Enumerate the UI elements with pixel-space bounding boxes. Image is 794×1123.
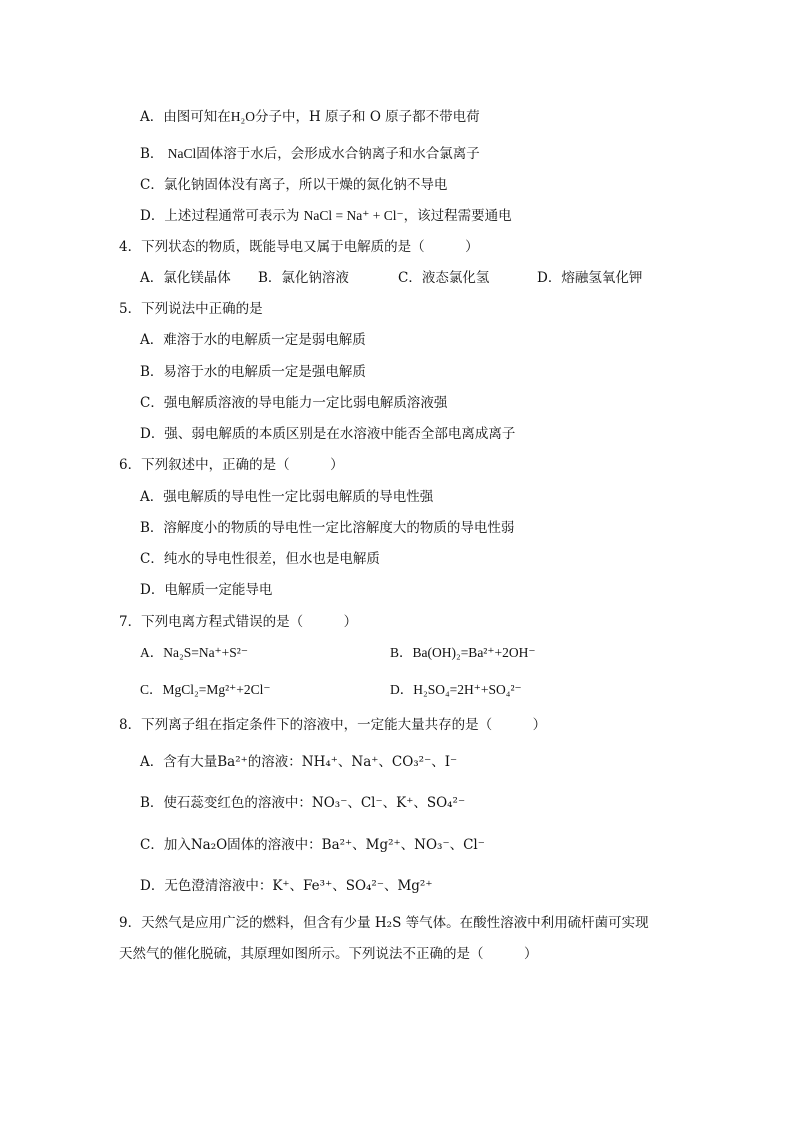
q3-option-d-post: ，该过程需要通电 xyxy=(403,208,512,224)
q5-option-d: D．强、弱电解质的本质区别是在水溶液中能否全部电离成离子 xyxy=(140,426,516,442)
q5-option-a: A．难溶于水的电解质一定是弱电解质 xyxy=(140,332,366,348)
q3-option-b xyxy=(140,144,480,164)
q9-stem-line1: 9．天然气是应用广泛的燃料，但含有少量 H₂S 等气体。在酸性溶液中利用硫杆菌可实现 xyxy=(119,915,649,931)
q6-option-c: C．纯水的导电性很差，但水也是电解质 xyxy=(140,551,380,567)
q8-option-a: A．含有大量Ba²⁺的溶液：NH₄⁺、Na⁺、CO₃²⁻、I⁻ xyxy=(140,754,458,770)
q3-option-a xyxy=(140,107,480,127)
q8-option-c: C．加入Na₂O固体的溶液中：Ba²⁺、Mg²⁺、NO₃⁻、Cl⁻ xyxy=(140,837,485,853)
q6-stem: 6．下列叙述中，正确的是（ ） xyxy=(119,457,344,473)
q7-option-a: A．Na₂S=Na⁺+S²⁻ xyxy=(140,645,248,660)
q4-stem: 4．下列状态的物质，既能导电又属于电解质的是（ ） xyxy=(119,239,479,255)
q3-option-a-formula: H₂O xyxy=(230,109,255,124)
q8-option-b: B．使石蕊变红色的溶液中：NO₃⁻、Cl⁻、K⁺、SO₄²⁻ xyxy=(140,795,466,811)
q5-option-c: C．强电解质溶液的导电能力一定比弱电解质溶液强 xyxy=(140,395,448,411)
q4-option-a: A．氯化镁晶体 xyxy=(140,270,231,286)
q6-option-d: D．电解质一定能导电 xyxy=(140,582,273,598)
q9-stem-line2: 天然气的催化脱硫，其原理如图所示。下列说法不正确的是（ ） xyxy=(119,946,538,962)
q3-option-b-post: 固体溶于水后，会形成水合钠离子和水合氯离子 xyxy=(196,146,480,162)
q7-stem: 7．下列电离方程式错误的是（ ） xyxy=(119,614,358,630)
q4-option-d: D．熔融氢氧化钾 xyxy=(537,270,643,286)
q8-stem: 8．下列离子组在指定条件下的溶液中，一定能大量共存的是（ ） xyxy=(119,717,547,733)
q5-stem: 5．下列说法中正确的是 xyxy=(119,301,263,317)
q3-option-d xyxy=(140,206,512,226)
q7-option-b: B．Ba(OH)₂=Ba²⁺+2OH⁻ xyxy=(390,645,536,660)
q7-option-d: D．H₂SO₄=2H⁺+SO₄²⁻ xyxy=(390,682,522,697)
q4-option-b: B．氯化钠溶液 xyxy=(258,270,349,286)
q4-option-c: C．液态氯化氢 xyxy=(398,270,490,286)
q8-option-d: D．无色澄清溶液中：K⁺、Fe³⁺、SO₄²⁻、Mg²⁺ xyxy=(140,878,433,894)
q3-option-d-formula: NaCl = Na⁺ + Cl⁻ xyxy=(303,208,404,223)
q3-option-b-pre: B． xyxy=(140,146,168,162)
q7-option-c: C．MgCl₂=Mg²⁺+2Cl⁻ xyxy=(140,682,271,697)
q3-option-d-pre: D．上述过程通常可表示为 xyxy=(140,208,304,224)
q6-option-a: A．强电解质的导电性一定比弱电解质的导电性强 xyxy=(140,489,434,505)
q5-option-b: B．易溶于水的电解质一定是强电解质 xyxy=(140,364,366,380)
q6-option-b: B．溶解度小的物质的导电性一定比溶解度大的物质的导电性弱 xyxy=(140,520,515,536)
q3-option-a-pre: A．由图可知在 xyxy=(140,109,231,125)
q3-option-a-post: 分子中，H 原子和 O 原子都不带电荷 xyxy=(254,109,480,125)
q3-option-c: C．氯化钠固体没有离子，所以干燥的氮化钠不导电 xyxy=(140,177,448,193)
q3-option-b-formula: NaCl xyxy=(167,146,197,161)
